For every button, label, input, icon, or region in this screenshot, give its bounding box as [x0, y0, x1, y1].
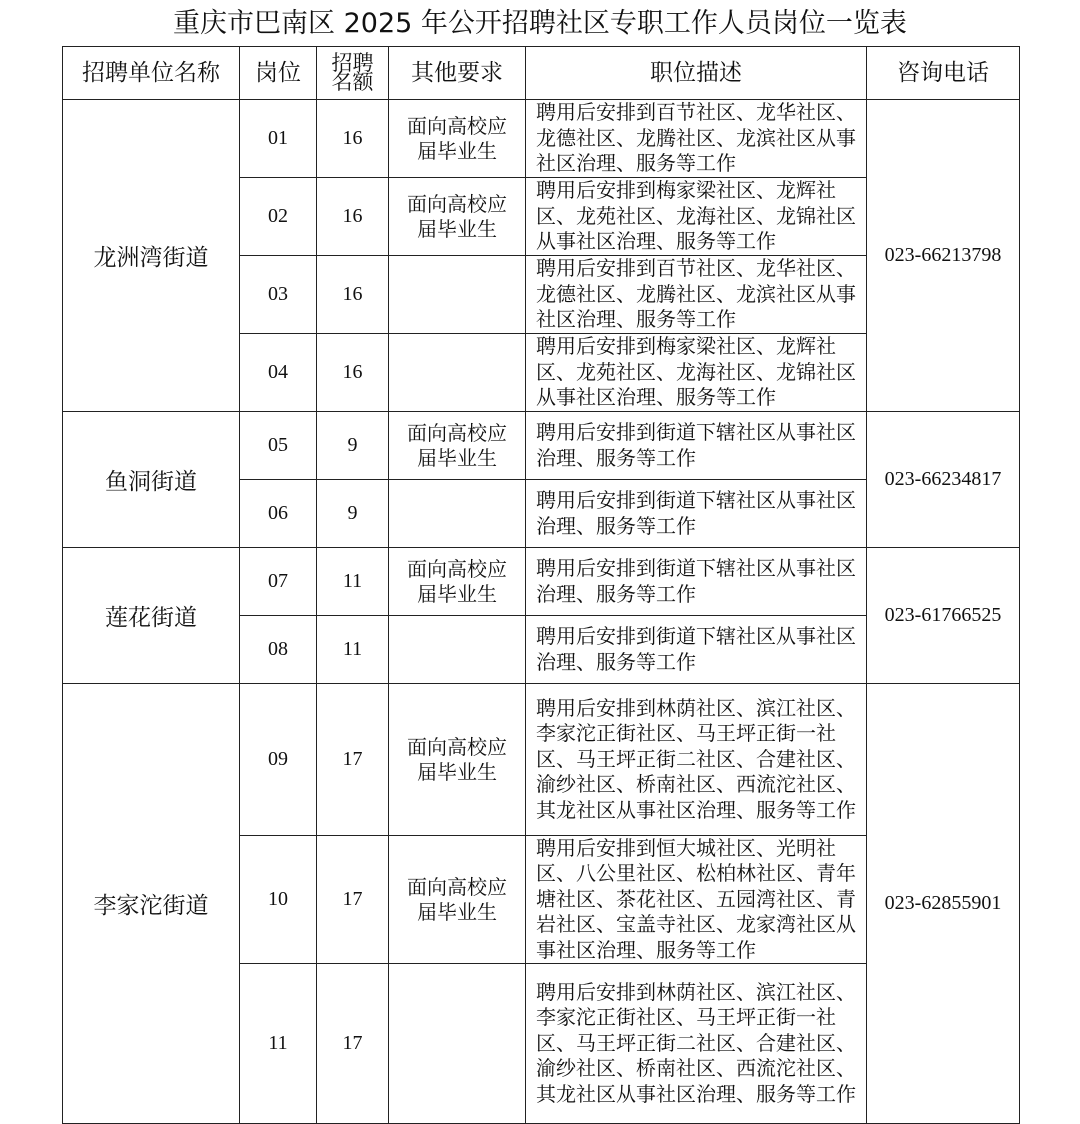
header-unit: 招聘单位名称	[63, 47, 240, 100]
requirement-line1: 面向高校应	[407, 420, 507, 445]
description-cell: 聘用后安排到梅家梁社区、龙辉社区、龙苑社区、龙海社区、龙锦社区从事社区治理、服务等工作	[526, 178, 867, 256]
description-cell: 聘用后安排到街道下辖社区从事社区治理、服务等工作	[526, 480, 867, 548]
requirement-line1: 面向高校应	[407, 113, 507, 138]
description-cell: 聘用后安排到梅家梁社区、龙辉社区、龙苑社区、龙海社区、龙锦社区从事社区治理、服务等工作	[526, 334, 867, 412]
phone-cell: 023-62855901	[867, 684, 1020, 1124]
quota-cell: 16	[317, 178, 389, 256]
table-body	[63, 100, 1020, 1124]
requirement-cell	[389, 334, 526, 412]
requirement-line1: 面向高校应	[407, 191, 507, 216]
quota-cell: 11	[317, 616, 389, 684]
post-code-cell: 11	[240, 964, 317, 1124]
requirement-line2: 届毕业生	[417, 138, 497, 163]
description-cell: 聘用后安排到街道下辖社区从事社区治理、服务等工作	[526, 412, 867, 480]
header-phone: 咨询电话	[867, 47, 1020, 100]
quota-cell: 17	[317, 964, 389, 1124]
positions-table	[62, 46, 1020, 1124]
quota-cell: 17	[317, 684, 389, 836]
unit-name-cell: 龙洲湾街道	[63, 100, 240, 412]
post-code-cell: 06	[240, 480, 317, 548]
requirement-cell	[389, 616, 526, 684]
requirement-line1: 面向高校应	[407, 734, 507, 759]
post-code-cell: 02	[240, 178, 317, 256]
requirement-line2: 届毕业生	[417, 445, 497, 470]
phone-cell: 023-61766525	[867, 548, 1020, 684]
header-post: 岗位	[240, 47, 317, 100]
requirement-cell	[389, 256, 526, 334]
table-row	[63, 548, 1020, 616]
requirement-line2: 届毕业生	[417, 759, 497, 784]
requirement-cell	[389, 548, 526, 616]
description-cell: 聘用后安排到百节社区、龙华社区、龙德社区、龙腾社区、龙滨社区从事社区治理、服务等工作	[526, 100, 867, 178]
page-title: 重庆市巴南区 2025 年公开招聘社区专职工作人员岗位一览表	[173, 8, 907, 39]
post-code-cell: 01	[240, 100, 317, 178]
phone-cell: 023-66213798	[867, 100, 1020, 412]
header-other: 其他要求	[389, 47, 526, 100]
header-quota	[317, 47, 389, 100]
unit-name-cell: 鱼洞街道	[63, 412, 240, 548]
post-code-cell: 05	[240, 412, 317, 480]
header-quota-line2: 名额	[331, 70, 374, 94]
description-cell: 聘用后安排到街道下辖社区从事社区治理、服务等工作	[526, 616, 867, 684]
requirement-cell	[389, 178, 526, 256]
description-cell: 聘用后安排到街道下辖社区从事社区治理、服务等工作	[526, 548, 867, 616]
header-quota-line1: 招聘	[331, 51, 374, 75]
requirement-line1: 面向高校应	[407, 556, 507, 581]
header-desc: 职位描述	[526, 47, 867, 100]
description-cell: 聘用后安排到恒大城社区、光明社区、八公里社区、松柏林社区、青年塘社区、茶花社区、五园湾社区、青岩社区、宝盖寺社区、龙家湾社区从事社区治理、服务等工作	[526, 836, 867, 964]
post-code-cell: 10	[240, 836, 317, 964]
table-row	[63, 684, 1020, 836]
requirement-cell	[389, 100, 526, 178]
unit-name-cell: 李家沱街道	[63, 684, 240, 1124]
post-code-cell: 07	[240, 548, 317, 616]
post-code-cell: 04	[240, 334, 317, 412]
requirement-line2: 届毕业生	[417, 899, 497, 924]
post-code-cell: 03	[240, 256, 317, 334]
table-row	[63, 412, 1020, 480]
requirement-line2: 届毕业生	[417, 581, 497, 606]
quota-cell: 9	[317, 412, 389, 480]
post-code-cell: 08	[240, 616, 317, 684]
description-cell: 聘用后安排到林荫社区、滨江社区、李家沱正街社区、马王坪正街一社区、马王坪正街二社区、合建社区、渝纱社区、桥南社区、西流沱社区、其龙社区从事社区治理、服务等工作	[526, 964, 867, 1124]
requirement-cell	[389, 480, 526, 548]
unit-name-cell: 莲花街道	[63, 548, 240, 684]
description-cell: 聘用后安排到百节社区、龙华社区、龙德社区、龙腾社区、龙滨社区从事社区治理、服务等工作	[526, 256, 867, 334]
requirement-line1: 面向高校应	[407, 874, 507, 899]
requirement-cell	[389, 412, 526, 480]
quota-cell: 17	[317, 836, 389, 964]
description-cell: 聘用后安排到林荫社区、滨江社区、李家沱正街社区、马王坪正街一社区、马王坪正街二社区、合建社区、渝纱社区、桥南社区、西流沱社区、其龙社区从事社区治理、服务等工作	[526, 684, 867, 836]
requirement-cell	[389, 964, 526, 1124]
quota-cell: 11	[317, 548, 389, 616]
header-row	[63, 47, 1020, 100]
quota-cell: 16	[317, 100, 389, 178]
phone-cell: 023-66234817	[867, 412, 1020, 548]
quota-cell: 9	[317, 480, 389, 548]
requirement-cell	[389, 836, 526, 964]
quota-cell: 16	[317, 256, 389, 334]
requirement-line2: 届毕业生	[417, 216, 497, 241]
table-row	[63, 100, 1020, 178]
post-code-cell: 09	[240, 684, 317, 836]
quota-cell: 16	[317, 334, 389, 412]
requirement-cell	[389, 684, 526, 836]
